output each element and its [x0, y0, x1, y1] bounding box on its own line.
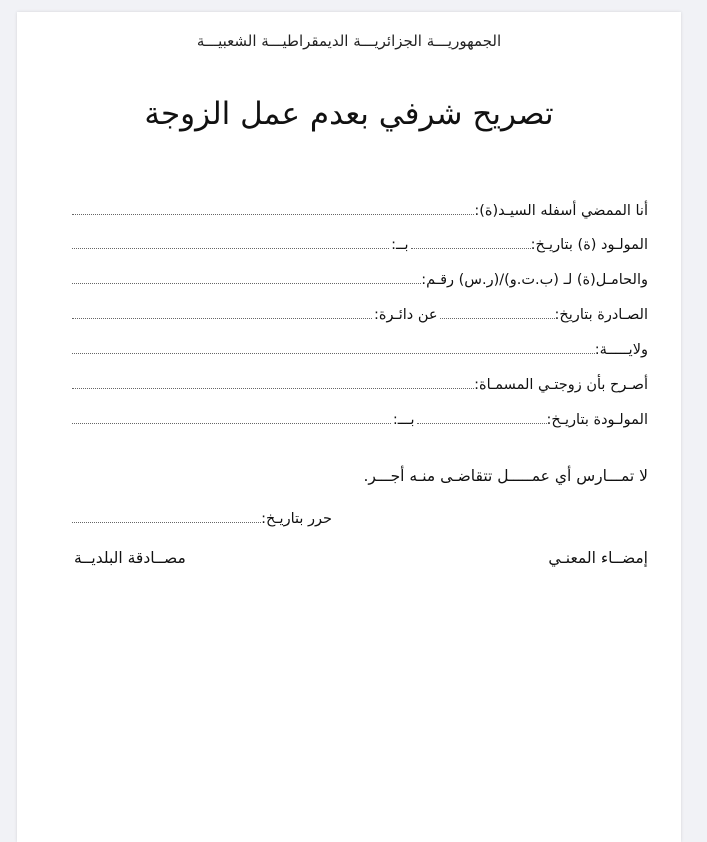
field-written-on — [72, 508, 332, 532]
field-declarant-birth — [72, 234, 648, 258]
document-page — [17, 12, 681, 842]
document-title: تصريح شرفي بعدم عمل الزوجة — [144, 96, 554, 132]
field-declarant-name — [72, 200, 648, 224]
field-spouse-birth — [72, 409, 648, 433]
declaration-statement: لا تمـــارس أي عمـــــل تتقاضـى منـه أجـــر. — [363, 467, 648, 485]
field-label: بــ: — [391, 237, 409, 253]
field-province — [72, 339, 648, 363]
fill-in-blank[interactable] — [72, 200, 474, 215]
field-label: ولايـــــة: — [594, 342, 648, 358]
field-spouse-name — [72, 374, 648, 398]
field-label: أصـرح بأن زوجتـي المسمـاة: — [474, 377, 648, 393]
declaration-form — [17, 12, 681, 842]
field-label: بـــ: — [392, 412, 415, 428]
field-label: الصـادرة بتاريخ: — [554, 307, 648, 323]
field-label: حرر بتاريـخ: — [261, 511, 332, 527]
field-label: المولـودة بتاريـخ: — [546, 412, 648, 428]
fill-in-blank[interactable] — [72, 269, 421, 284]
republic-header: الجمهوريـــة الجزائريـــة الديمقراطيـــة الشعبيـــة — [196, 32, 502, 50]
field-id-issue — [72, 304, 648, 328]
issue-district-blank[interactable] — [72, 304, 372, 319]
fill-in-blank[interactable] — [72, 339, 595, 354]
issue-date-blank[interactable] — [440, 304, 555, 319]
written-date-blank[interactable] — [72, 508, 261, 523]
fill-in-blank[interactable] — [72, 374, 474, 389]
birth-place-blank[interactable] — [72, 234, 389, 249]
spouse-birth-date-blank[interactable] — [417, 409, 547, 424]
field-label: المولـود (ة) بتاريـخ: — [530, 237, 648, 253]
field-label: أنا الممضي أسفله السيـد(ة): — [474, 203, 648, 219]
spouse-birth-place-blank[interactable] — [72, 409, 391, 424]
municipality-stamp-label: مصــادقة البلديــة — [74, 549, 186, 567]
field-label: والحامـل(ة) لـ (ب.ت.و)/(ر.س) رقـم: — [421, 272, 648, 288]
applicant-signature-label: إمضــاء المعنـي — [548, 549, 648, 567]
field-label: عن دائـرة: — [373, 307, 438, 323]
birth-date-blank[interactable] — [411, 234, 531, 249]
field-id-card-number — [72, 269, 648, 293]
